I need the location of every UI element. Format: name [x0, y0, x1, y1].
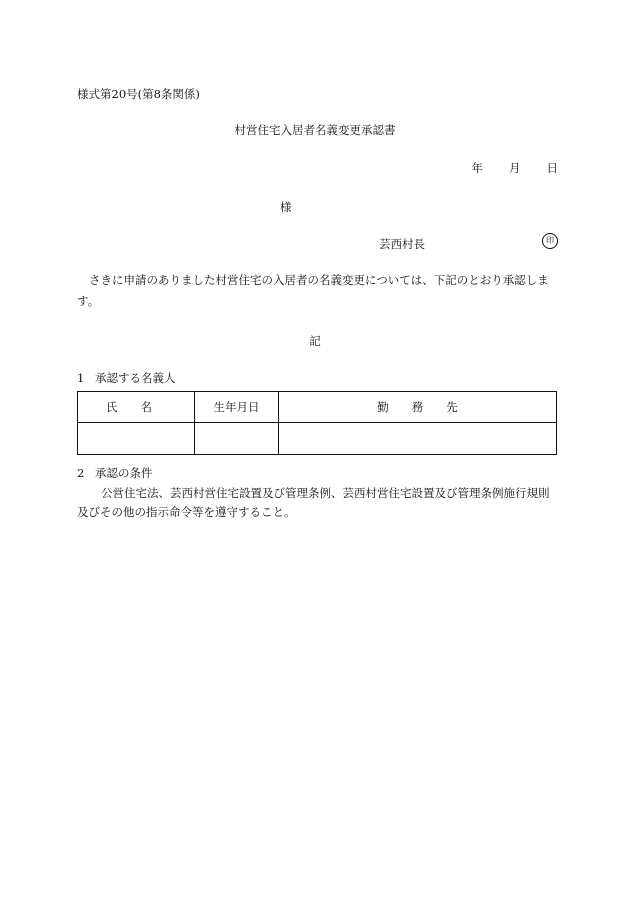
- header-name: [78, 392, 195, 423]
- date-year: 年: [471, 161, 483, 175]
- header-workplace: [279, 392, 557, 423]
- seal-mark: 印: [542, 233, 558, 249]
- issuer-name: 芸西村長: [379, 237, 425, 251]
- cell-birthdate: [195, 423, 279, 455]
- section-2-title: 承認の条件: [95, 466, 153, 480]
- table-header-row: [78, 392, 557, 423]
- date-line: [472, 160, 559, 176]
- header-workplace-text: 勤 務 先: [377, 400, 458, 414]
- ki-heading: 記: [309, 334, 321, 348]
- approved-person-table: [77, 391, 557, 455]
- date-day: 日: [546, 161, 558, 175]
- header-birthdate: 生年月日: [195, 392, 279, 423]
- form-number: 様式第20号(第8条関係): [77, 87, 200, 101]
- section-2-number: 2: [77, 466, 85, 480]
- cell-workplace: [279, 423, 557, 455]
- header-name-text: 氏 名: [106, 400, 152, 414]
- section-1-heading: [77, 370, 176, 386]
- section-1-title: 承認する名義人: [95, 371, 176, 385]
- section-2-heading: [77, 465, 153, 481]
- date-month: 月: [509, 161, 521, 175]
- conditions-text: 公営住宅法、芸西村営住宅設置及び管理条例、芸西村営住宅設置及び管理条例施行規則及びその他の指示命令等を遵守すること。: [77, 486, 550, 519]
- approval-body-text: さきに申請のありました村営住宅の入居者の名義変更については、下記のとおり承認します。: [77, 273, 549, 308]
- section-1-number: 1: [77, 371, 85, 385]
- document-title: 村営住宅入居者名義変更承認書: [234, 123, 396, 137]
- table-row: [78, 423, 557, 455]
- addressee-suffix: 様: [280, 200, 292, 214]
- cell-name: [78, 423, 195, 455]
